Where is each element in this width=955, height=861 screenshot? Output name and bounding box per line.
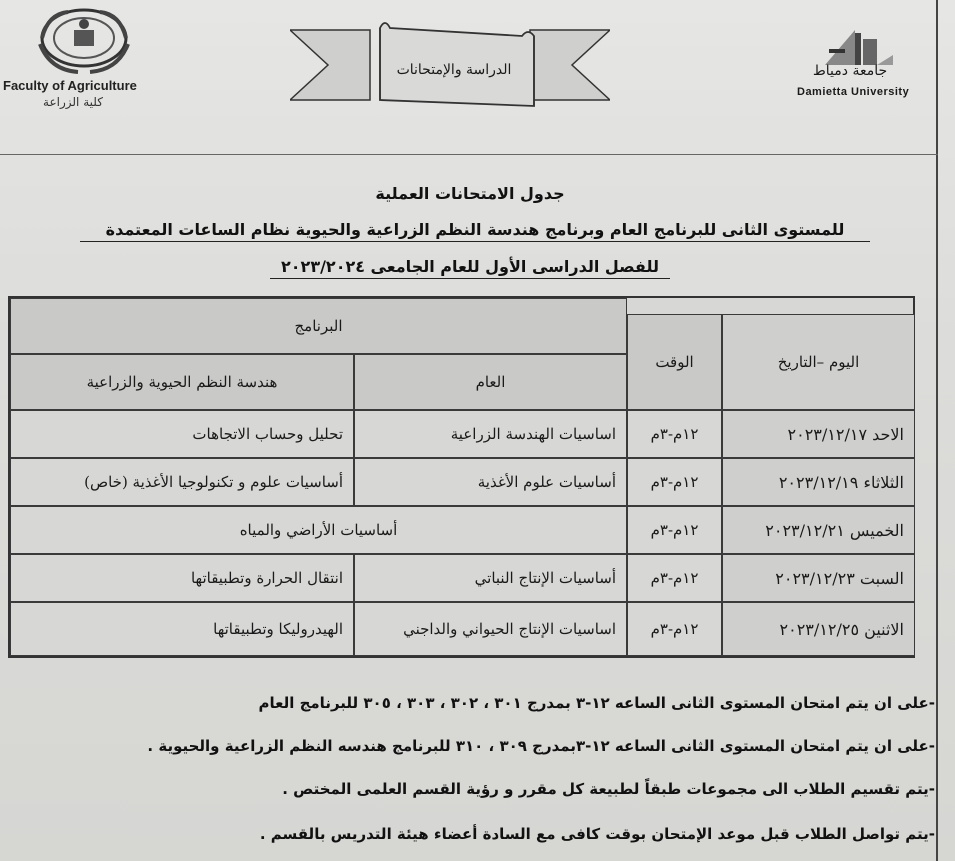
row5-time: ١٢م-٣م [627,602,722,656]
university-name-en: Damietta University [797,86,910,98]
faculty-emblem-icon [28,4,140,78]
row2-general: أساسيات علوم الأغذية [354,458,627,506]
header-program: البرنامج [10,298,627,354]
note-1: -على ان يتم امتحان المستوى الثانى الساعه ١٢-٣ بمدرج ٣٠١ ، ٣٠٢ ، ٣٠٣ ، ٣٠٥ للبرنامج العام [258,694,935,712]
page-border [936,0,938,861]
row4-general: أساسيات الإنتاج النباتي [354,554,627,602]
row1-bio: تحليل وحساب الاتجاهات [10,410,354,458]
row1-general: اساسيات الهندسة الزراعية [354,410,627,458]
university-name-ar: جامعة دمياط [812,63,888,79]
schedule-subtitle: للمستوى الثانى للبرنامج العام وبرنامج هندسة النظم الزراعية والحيوية نظام الساعات المعتمدة [80,220,870,242]
schedule-title: جدول الامتحانات العملية [375,184,565,203]
note-3: -يتم تقسيم الطلاب الى مجموعات طبقاً لطبيعة كل مقرر و رؤية القسم العلمى المختص . [282,780,935,798]
row5-date: الاثنين ٢٠٢٣/١٢/٢٥ [722,602,915,656]
faculty-name-ar: كلية الزراعة [43,95,103,109]
row4-bio: انتقال الحرارة وتطبيقاتها [10,554,354,602]
row2-date: الثلاثاء ٢٠٢٣/١٢/١٩ [722,458,915,506]
header-time: الوقت [627,314,722,410]
header-bio: هندسة النظم الحيوية والزراعية [10,354,354,410]
schedule-semester: للفصل الدراسى الأول للعام الجامعى ٢٠٢٣/٢٠٢٤ [270,257,670,279]
row3-time: ١٢م-٣م [627,506,722,554]
note-2: -على ان يتم امتحان المستوى الثانى الساعه ١٢-٣بمدرج ٣٠٩ ، ٣١٠ للبرنامج هندسه النظم الزراعية والحيوية . [147,737,935,755]
row3-merged: أساسيات الأراضي والمياه [10,506,627,554]
row2-bio: أساسيات علوم و تكنولوجيا الأغذية (خاص) [10,458,354,506]
exam-schedule-table [8,296,915,658]
header-general: العام [354,354,627,410]
row5-general: اساسيات الإنتاج الحيواني والداجني [354,602,627,656]
row4-time: ١٢م-٣م [627,554,722,602]
row5-bio: الهيدروليكا وتطبيقاتها [10,602,354,656]
row1-date: الاحد ٢٠٢٣/١٢/١٧ [722,410,915,458]
header-divider [0,154,938,155]
note-4: -يتم تواصل الطلاب قبل موعد الإمتحان بوقت كافى مع السادة أعضاء هيئة التدريس بالقسم . [259,825,935,843]
row1-time: ١٢م-٣م [627,410,722,458]
banner-title: الدراسة والإمتحانات [396,62,512,78]
row4-date: السبت ٢٠٢٣/١٢/٢٣ [722,554,915,602]
faculty-name-en: Faculty of Agriculture [3,78,137,93]
row3-date: الخميس ٢٠٢٣/١٢/٢١ [722,506,915,554]
row2-time: ١٢م-٣م [627,458,722,506]
header-date: اليوم –التاريخ [722,314,915,410]
